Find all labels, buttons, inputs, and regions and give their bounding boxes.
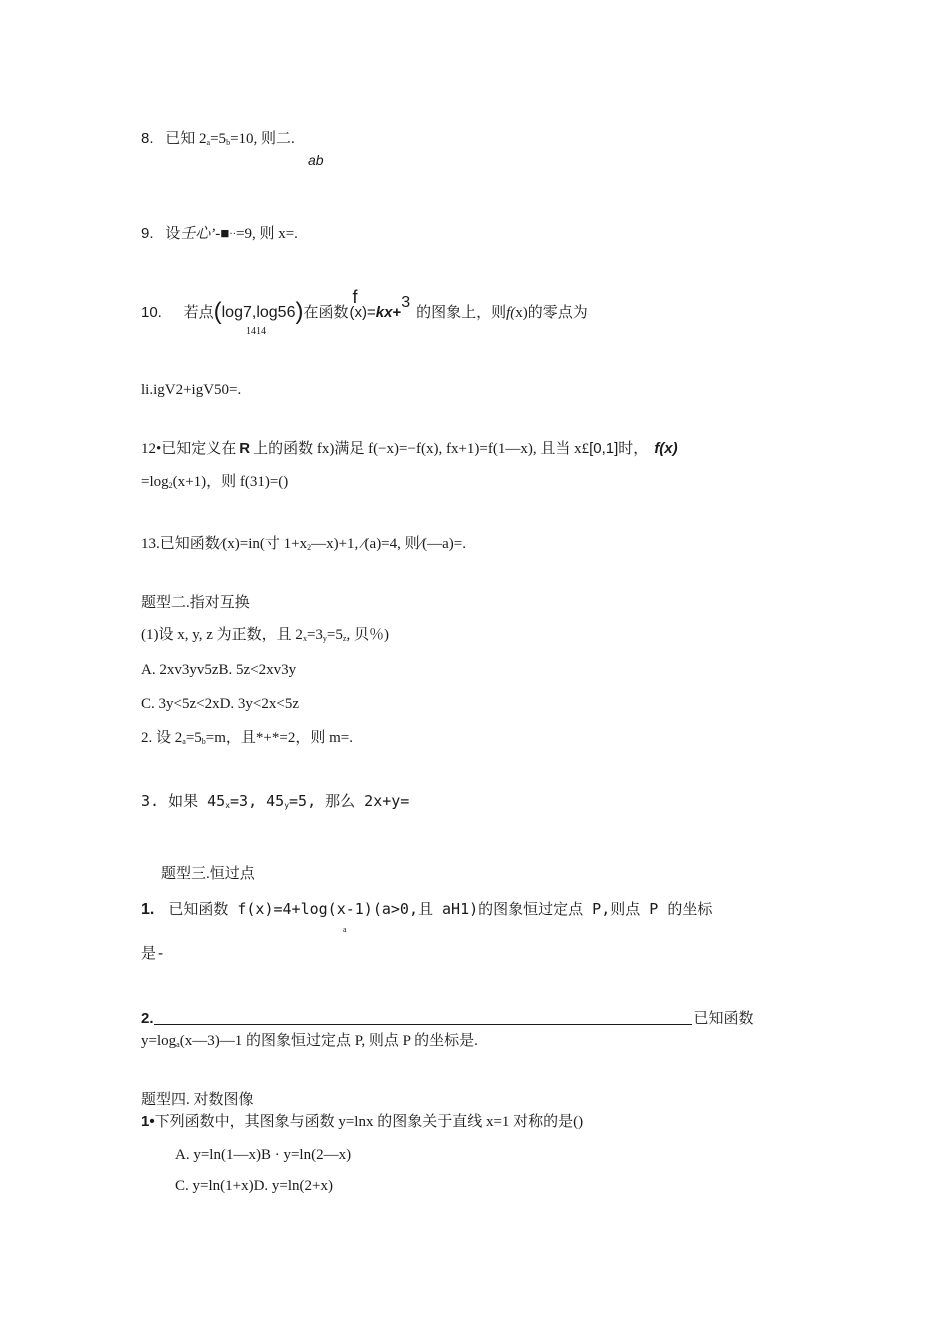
question-number: 8. bbox=[141, 130, 154, 147]
q12-interval: [0,1] bbox=[589, 440, 619, 457]
q8-denominator: ab bbox=[308, 152, 324, 168]
s4-question-1 bbox=[141, 1113, 583, 1131]
section-title: 题型四. 对数图像 bbox=[141, 1092, 254, 1108]
answer-blank[interactable] bbox=[154, 1010, 692, 1025]
s2q2-c: =m，且*+*=2，则 m=. bbox=[205, 730, 353, 746]
question-11: li.igV2+igV50=. bbox=[141, 382, 242, 398]
s3q2-text-a: 已知函数 bbox=[693, 1011, 754, 1027]
s2q1-a: (1)设 x, y, z 为正数，且 2 bbox=[141, 627, 303, 643]
s2q3-y: y bbox=[284, 801, 290, 810]
s2q2-a: 2. 设 2 bbox=[141, 730, 183, 746]
q12-text-a: 12•已知定义在 bbox=[141, 441, 237, 457]
s2q1-z: z bbox=[342, 634, 347, 643]
question-number: 2. bbox=[141, 1010, 154, 1027]
s2-options-cd: C. 3y<5z<2xD. 3y<2x<5z bbox=[141, 696, 299, 712]
q13-text-a: 13.已知函数⁄(x)=in(寸 1+x bbox=[141, 536, 308, 552]
s2-question-2 bbox=[141, 729, 353, 747]
s2q1-b: =3 bbox=[306, 627, 323, 643]
q10-point: log7,log56 bbox=[221, 304, 296, 321]
s2q3-b: =3, 45 bbox=[230, 792, 285, 810]
q10-text-a: 若点 bbox=[183, 305, 214, 321]
s4-options-cd: C. y=ln(1+x)D. y=ln(2+x) bbox=[175, 1178, 333, 1194]
s2-options-ab: A. 2xv3yv5zB. 5z<2xv3y bbox=[141, 662, 297, 678]
s3-question-2-line2 bbox=[141, 1032, 478, 1050]
q10-right-paren: ) bbox=[295, 298, 304, 325]
question-number: 9. bbox=[141, 225, 154, 242]
s4-options-ab: A. y=ln(1—x)B · y=ln(2—x) bbox=[175, 1147, 352, 1163]
s2q3-a: 3. 如果 45 bbox=[141, 792, 226, 810]
q10-kx: kx bbox=[375, 304, 393, 321]
s2q1-d: , 贝％) bbox=[346, 627, 389, 643]
s2q3-c: =5, 那么 2x+y= bbox=[289, 792, 410, 810]
q9-text-a: 设 bbox=[165, 226, 181, 242]
q9-mark: ‥ bbox=[229, 226, 237, 237]
q10-text-c: 的图象上，则 bbox=[416, 305, 507, 321]
q10-text-d: x)的零点为 bbox=[515, 305, 588, 321]
s2q2-a-exp: a bbox=[182, 737, 186, 746]
s4q1-text: 下列函数中，其图象与函数 y=lnx 的图象关于直线 x=1 对称的是() bbox=[154, 1114, 584, 1130]
question-8 bbox=[141, 130, 295, 148]
question-12 bbox=[141, 440, 678, 458]
q9-garbled-expr: 壬心’-■ bbox=[180, 226, 230, 242]
q10-f: f bbox=[352, 287, 358, 307]
q12-log: =log bbox=[141, 474, 169, 490]
section-title: 题型三.恒过点 bbox=[161, 866, 255, 882]
s2q2-b-exp: b bbox=[201, 737, 206, 746]
q8-text: 已知 $2_a=5_b=10$, 则二. bbox=[165, 131, 295, 147]
s3q2-log-base: a bbox=[176, 1040, 180, 1049]
q12-text-b: 上的函数 fx)满足 f(−x)=−f(x), fx+1)=f(1—x), 且当 x£ bbox=[253, 441, 590, 457]
s3-question-2 bbox=[141, 1010, 754, 1028]
q10-text-b: 在函数 bbox=[303, 305, 349, 321]
q12-R: R bbox=[239, 440, 251, 457]
s2q1-c: =5 bbox=[326, 627, 343, 643]
q12-text-d: (x+1)，则 f(31)=() bbox=[172, 474, 289, 490]
s3q2-log: y=log bbox=[141, 1033, 177, 1049]
question-number: 1• bbox=[141, 1113, 155, 1130]
s3-question-1 bbox=[141, 900, 712, 919]
s3q1-line2: 是- bbox=[141, 944, 166, 962]
s2q1-x: x bbox=[302, 634, 307, 643]
question-13 bbox=[141, 535, 466, 553]
section-title: 题型二.指对互换 bbox=[141, 595, 250, 611]
question-number: 1. bbox=[141, 901, 155, 918]
question-10 bbox=[141, 287, 588, 338]
s2q1-y: y bbox=[322, 634, 327, 643]
q12-log-base: 2 bbox=[168, 481, 173, 490]
s3q1-text: 已知函数 f(x)=4+log(x-1)(a>0,且 aH1)的图象恒过定点 P,则点 P 的坐标 bbox=[168, 900, 713, 918]
q10-left-paren: ( bbox=[213, 298, 222, 325]
s2q2-b: =5 bbox=[185, 730, 202, 746]
q10-three: 3 bbox=[401, 294, 411, 311]
q10-subscript-base: 1414 bbox=[246, 326, 266, 337]
question-9 bbox=[141, 225, 298, 243]
s2-question-1 bbox=[141, 626, 389, 644]
q10-f-italic: f( bbox=[506, 305, 516, 321]
s2q3-x: x bbox=[225, 801, 231, 810]
q12-text-c: 时， bbox=[618, 441, 649, 457]
s3q1-log-base: a bbox=[343, 925, 347, 934]
q13-exp: 2 bbox=[307, 543, 312, 552]
s3q2-text-b: (x—3)—1 的图象恒过定点 P, 则点 P 的坐标是. bbox=[179, 1033, 478, 1049]
s2-question-3 bbox=[141, 792, 409, 811]
q13-text-b: —x)+1, ⁄(a)=4, 则⁄(—a)=. bbox=[311, 536, 467, 552]
q9-text-b: =9, 则 x=. bbox=[236, 226, 298, 242]
q10-plus: + bbox=[392, 304, 402, 321]
question-number: 10. bbox=[141, 304, 162, 321]
q10-fx: (x)= bbox=[349, 304, 376, 321]
question-12-line2 bbox=[141, 473, 288, 491]
q12-fx: f(x) bbox=[654, 440, 678, 457]
